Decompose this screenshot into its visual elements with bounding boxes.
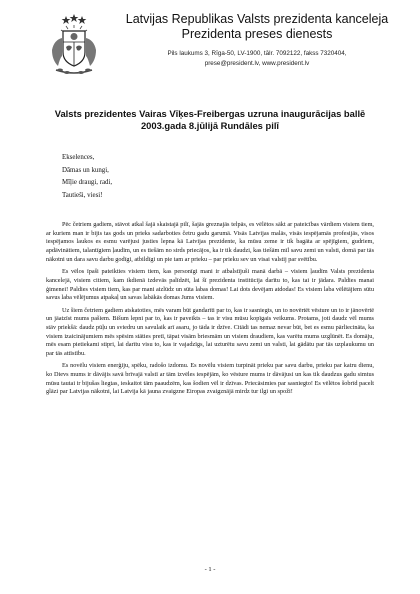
contacts-line: prese@president.lv, www.president.lv	[204, 60, 310, 67]
press-service-name: Prezidenta preses dienests	[181, 27, 333, 41]
greeting-block	[62, 152, 362, 202]
paragraph: Es vēlos īpaši pateikties visiem tiem, kas personīgi mani ir atbalstījuši manā darbā – visiem ļaudīm Valsts prezidenta kancelejā, visiem citiem, kam ikdienā izdevās palīdzēt, lai šī prezidenta institūcija darītu to, kas tai ir jādara. Paldies manai ģimenei! Paldies visiem tiem, kas par mani aizlūdz un sūta labas domas! Lai dots devējam atdodas! Es visiem laba vēlētājiem sūtu savus laba vēlējumus atpakaļ un savas labākās domas Jums visiem.	[46, 268, 374, 302]
greeting-line: Dāmas un kungi,	[62, 166, 109, 174]
speech-body	[46, 221, 374, 401]
latvian-coat-of-arms-icon	[46, 14, 102, 76]
speech-title-line-1: Valsts prezidentes Vairas Vīķes-Freibergas uzruna inaugurācijas ballē	[54, 108, 366, 119]
page-number: - 1 -	[204, 566, 216, 573]
chancery-name: Latvijas Republikas Valsts prezidenta kanceleja	[125, 12, 389, 26]
letterhead	[112, 12, 402, 69]
speech-title-line-2: 2003.gada 8.jūlijā Rundāles pilī	[140, 120, 280, 131]
speech-title	[30, 108, 390, 132]
greeting-line: Mīļie draugi, radi,	[62, 179, 113, 186]
paragraph: Uz šiem četriem gadiem atskatoties, mēs varam būt gandarīti par to, kas ir sasniegts, un to novērtēt vēsture un to ir jānovērtē un jāatzīst mums pašiem. Bišum lepni par to, kas ir paveikts – tas ir visu mūsu kopīgais veikums. Protams, joti daudz vēl mums stāv priekšā: daudz pūļu un sviedru un savulaik arī asaru, jo tāda ir dzīve. Citādi tas nemaz nevar būt, bet es esmu pārliecināta, ka visiem izaicinājumiem mēs spēsim stāties pretī, tāpat visām briesmām un visiem draudiem, kas varētu mums uzglūnēt. Es domāju, mēs esam pietiekami stipri, lai darītu visu to, kas ir vajadzīgs, lai uzturētu savu zemi un valsti, lai gādātu par tās uzplaukumu un par tās attīstību.	[46, 306, 374, 358]
greeting-line: Tautieši, viesi!	[62, 191, 103, 199]
greeting-line: Ekselences,	[62, 154, 95, 161]
paragraph: Es novēlu visiem enerģiju, spēku, radošo izdomu. Es novēlu visiem turpināt prieku par savu darbu, prieku par katru dienu, ko Dievs mums ir dāvājis savā brīvajā valstī ar tām izvēles iespējām, ko vēsture mums ir dāvājusi un kas tik daudzus gadu simtus mūsu tautai ir bijušas liegtas, ieskaitot tām paaudzēm, kas šodien vēl ir dzīvas. Priecāsimies par sasniegto! Es vēlētos šobrīd pacelt glāzi par Latvijas nākotni, lai Latvija kā jauna zvaigzne Eiropas zvaigznājā mirdz tur ilgi un spoži!	[46, 362, 374, 396]
paragraph: Pēc četriem gadiem, stāvot atkal šajā skaistajā pilī, šajās greznajās telpās, es vēlētos sākt ar pateicības vārdiem visiem tiem, ar kuriem man ir bijis tas gods un prieks sadarboties četru gadu garumā. Visās Latvijas malās, visās iespējamās profesijās, visos iespējamos laukos es esmu varējusi justies lepna kā Latvijas prezidente, ka mūsu zeme ir tik bagāta ar spējīgiem, gudriem, apdāvinātiem, talantīgiem ļaudīm, un es tiešām no sirds priecājos, ka ir tik daudzi, kas tiešām mīl savu zemi un valsti, domā par tās nākotni un dara savu darbu godīgi, atbildīgi un pie tam ar prieku – par prieku sev un visai valstij par svētību.	[46, 221, 374, 263]
address-line: Pils laukums 3, Rīga-50, LV-1900, tālr. 7092122, fakss 7320404,	[167, 50, 347, 57]
